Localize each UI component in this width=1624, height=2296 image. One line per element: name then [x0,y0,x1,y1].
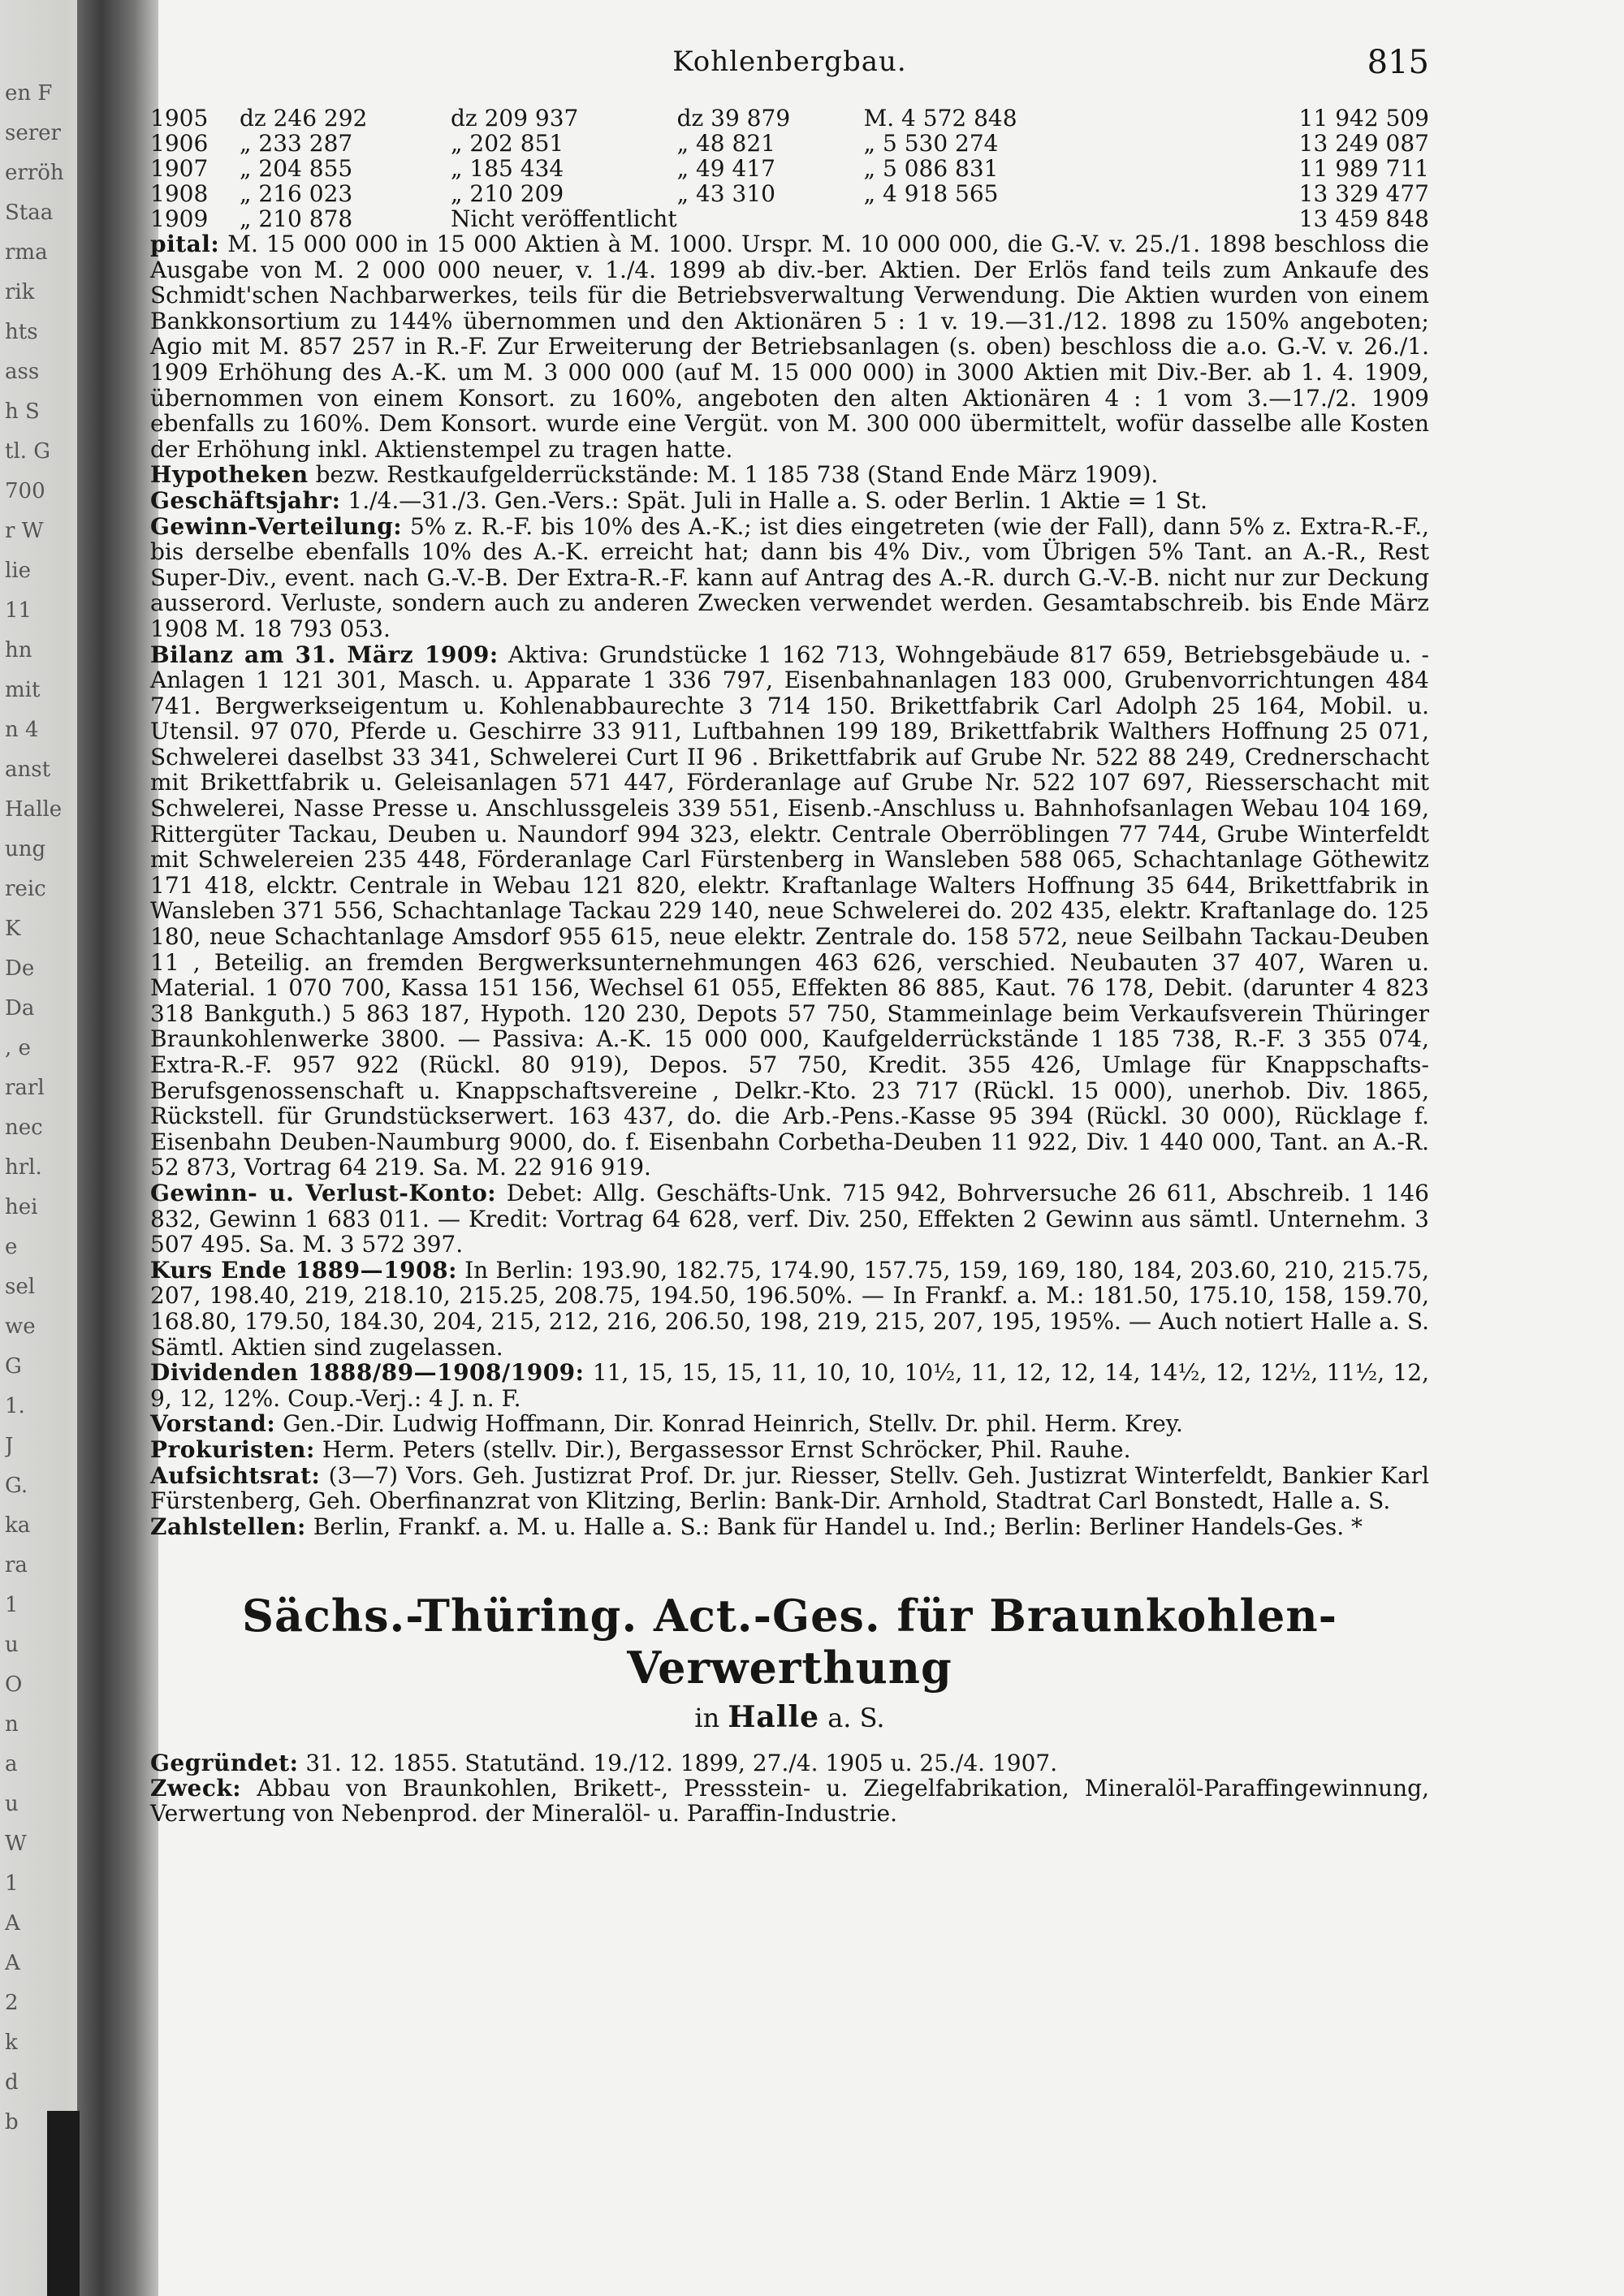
table-cell-c1: dz 246 292 [240,105,368,132]
margin-fragment: erröh [5,161,64,185]
entry-paragraph [150,1514,1429,1540]
entry-paragraph [150,1258,1429,1360]
paragraph-text: In Berlin: 193.90, 182.75, 174.90, 157.75, 159, 169, 180, 184, 203.60, 210, 215.75, 207, 198.40, 219, 218.10, 215.25, 208.75, 194.50, 196.50%. — In Frankf. a. M.: 181.50, 175.10, 158, 159.70, 168.80, 179.50, 184.30, 204, 215, 212, 216, 206.50, 198, 219, 215, 207, 195, 195%. — Auch notiert Halle a. S. Sämtl. Aktien sind zugelassen. [150,1256,1429,1361]
entry-paragraph [150,642,1429,1180]
margin-fragment: tl. G [5,439,51,464]
table-cell-year: 1908 [150,180,209,207]
margin-fragment: u [5,1792,19,1816]
table-cell-c5: 13 459 848 [1298,205,1429,232]
table-cell-c3: dz 39 879 [676,105,791,132]
founded-label: Gegründet: [150,1750,299,1777]
margin-fragment: r W [5,519,44,543]
table-cell-c2: „ 185 434 [451,155,564,182]
paragraph-text: Aktiva: Grundstücke 1 162 713, Wohngebäude 817 659, Betriebsgebäude u. -Anlagen 1 121 301, Masch. u. Apparate 1 336 797, Eisenbahnanlagen 183 000, Grubenvorrichtungen 484 741. Bergwerkseigentum u. Kohlenabbaurechte 3 714 150. Brikettfabrik Carl Adolph 25 164, Mobil. u. Utensil. 97 070, Pferde u. Geschirre 33 911, Luftbahnen 199 189, Brikettfabrik Walthers Hoffnung 25 071, Schwelerei daselbst 33 341, Schwelerei Curt II 96 . Brikettfabrik auf Grube Nr. 522 88 249, Crednerschacht mit Brikettfabrik u. Geleisanlagen 571 447, Förderanlage auf Grube Nr. 522 107 697, Riesserschacht mit Schwelerei, Nasse Presse u. Anschlussgeleis 339 551, Eisenb.-Anschluss u. Bahnhofsanlagen Webau 104 169, Rittergüter Tackau, Deuben u. Naundorf 994 323, elektr. Centrale Oberröblingen 77 744, Grube Winterfeldt mit Schwelereien 235 448, Förderanlage Carl Fürstenberg in Wansleben 588 065, Schachtanlage Göthewitz 171 418, elcktr. Centrale in Webau 121 820, elektr. Kraftanlage Walters Hoffnung 35 644, Brikettfabrik in Wansleben 371 556, Schachtanlage Tackau 229 140, neue Schwelerei do. 202 435, elektr. Kraftanlage do. 125 180, neue Schachtanlage Amsdorf 955 615, neue elektr. Zentrale do. 158 572, neue Seilbahn Tackau-Deuben 11 , Beteilig. an fremden Bergwerksunternehmungen 463 626, verschied. Neubauten 37 407, Waren u. Material. 1 070 700, Kassa 151 156, Wechsel 61 055, Effekten 86 885, Kaut. 76 178, Debit. (darunter 4 823 318 Bankguth.) 5 863 187, Hypoth. 120 230, Depots 57 750, Stammeinlage beim Verkaufsverein Thüringer Braunkohlenwerke 3800. — Passiva: A.-K. 15 000 000, Kaufgelderrückstände 1 185 738, R.-F. 3 355 074, Extra-R.-F. 957 922 (Rückl. 80 919), Depos. 57 750, Kredit. 355 426, Umlage für Knappschafts-Berufsgenossenschaft u. Knappschaftsvereine , Delkr.-Kto. 23 717 (Rückl. 15 000), unerhob. Div. 1865, Rückstell. für Grundstückserwert. 163 437, do. die Arb.-Pens.-Kasse 95 394 (Rückl. 30 000), Rücklage f. Eisenbahn Deuben-Naumburg 9000, do. f. Eisenbahn Corbetha-Deuben 11 922, Div. 1 440 000, Tant. an A.-R. 52 873, Vortrag 64 219. Sa. M. 22 916 919. [150,641,1429,1181]
margin-fragment: 2 [5,1991,19,2015]
table-row [150,131,1429,156]
margin-fragment: De [5,956,35,981]
location-city: Halle [728,1700,820,1735]
margin-fragment: hrl. [5,1155,42,1180]
paragraph-label: Zahlstellen: [150,1513,306,1540]
margin-fragment: 700 [5,479,45,503]
margin-fragment: 1 [5,1871,19,1896]
margin-fragment: sel [5,1275,36,1299]
margin-fragment: en F [5,81,53,106]
table-cell-c5: 11 942 509 [1298,105,1429,132]
founded-text: 31. 12. 1855. Statutänd. 19./12. 1899, 27./4. 1905 u. 25./4. 1907. [305,1750,1058,1777]
running-head [150,41,1429,88]
table-cell-c3: „ 43 310 [676,180,775,207]
entry-paragraph [150,514,1429,642]
margin-fragment: 11 [5,598,32,623]
margin-fragment: d [5,2070,19,2095]
margin-fragment: rarl [5,1076,45,1100]
margin-fragment: hts [5,320,38,344]
margin-fragment: G [5,1354,22,1379]
paragraph-label: Gewinn- u. Verlust-Konto: [150,1179,497,1206]
table-cell-c3: „ 48 821 [676,130,775,157]
margin-fragment: K [5,917,21,941]
margin-fragment: h S [5,399,40,424]
paragraph-label: Vorstand: [150,1410,276,1438]
paragraph-label: pital: [150,231,220,257]
margin-fragment: mit [5,678,41,702]
paragraph-text: M. 15 000 000 in 15 000 Aktien à M. 1000. Urspr. M. 10 000 000, die G.-V. v. 25./1. 1898 beschloss die Ausgabe von M. 2 000 000 neuer, v. 1./4. 1899 ab div.-ber. Aktien. Der Erlös fand teils zum Ankaufe des Schmidt'schen Nachbarwerkes, teils für die Betriebsverwaltung Verwendung. Die Aktien wurden von einem Bankkonsortium zu 144% übernommen und den Aktionären 5 : 1 v. 19.—31./12. 1898 zu 150% angeboten; Agio mit M. 857 257 in R.-F. Zur Erweiterung der Betriebsanlagen (s. oben) beschloss die a.o. G.-V. v. 26./1. 1909 Erhöhung des A.-K. um M. 3 000 000 (auf M. 15 000 000) in 3000 Aktien mit Div.-Ber. ab 1. 4. 1909, übernommen von einem Konsort. zu 160%, angeboten den alten Aktionären 4 : 1 vom 3.—17./2. 1909 ebenfalls zu 160%. Dem Konsort. wurde eine Vergüt. von M. 300 000 übermittelt, wofür dasselbe alle Kosten der Erhöhung inkl. Aktienstempel zu tragen hatte. [150,231,1430,463]
paragraph-label: Kurs Ende 1889—1908: [150,1256,457,1284]
paragraph-text: bezw. Restkaufgelderrückstände: M. 1 185 738 (Stand Ende März 1909). [315,461,1159,489]
margin-fragment: A [5,1951,20,1975]
margin-fragment: lie [5,559,32,583]
paragraph-label: Aufsichtsrat: [150,1461,321,1489]
margin-fragment: Da [5,996,35,1021]
table-cell-c5: 13 329 477 [1298,180,1429,207]
table-cell-c5: 13 249 087 [1298,130,1429,157]
paragraph-text: Gen.-Dir. Ludwig Hoffmann, Dir. Konrad Heinrich, Stellv. Dr. phil. Herm. Krey. [283,1410,1183,1438]
table-cell-c2: Nicht veröffentlicht [451,205,677,232]
margin-fragment: a [5,1752,18,1776]
margin-fragment: ka [5,1513,31,1538]
margin-fragment: serer [5,121,61,145]
table-cell-year: 1906 [150,130,209,157]
table-cell-c2: dz 209 937 [451,105,579,132]
margin-fragment: anst [5,757,51,782]
table-cell-c3 [677,206,864,231]
paragraph-text: 11, 15, 15, 15, 11, 10, 10, 10½, 11, 12, 12, 14, 14½, 12, 12½, 11½, 12, 9, 12, 12%. Coup.-Verj.: 4 J. n. F. [150,1359,1429,1412]
page-number: 815 [1367,44,1429,81]
margin-fragment: J [5,1434,14,1458]
margin-fragment: A [5,1911,20,1936]
table-cell-c1: „ 216 023 [240,180,353,207]
table-cell-c2: „ 202 851 [451,130,564,157]
paragraph-text: 1./4.—31./3. Gen.-Vers.: Spät. Juli in Halle a. S. oder Berlin. 1 Aktie = 1 St. [348,486,1208,514]
table-row [150,206,1429,231]
margin-fragment: hn [5,638,32,662]
entry-paragraph [150,462,1429,488]
margin-fragment: we [5,1314,36,1339]
margin-fragment: n [5,1712,19,1737]
entry-paragraph [150,488,1429,514]
purpose-line [150,1776,1429,1826]
paragraph-label: Prokuristen: [150,1435,315,1463]
running-title: Kohlenbergbau. [672,45,907,78]
margin-fragment: G. [5,1474,28,1498]
table-cell-c4 [864,206,1108,231]
margin-fragment: n 4 [5,718,39,742]
table-cell-year: 1905 [150,105,209,132]
margin-fragment: hei [5,1195,38,1219]
paragraph-label: Hypotheken [150,461,309,489]
margin-fragment: u [5,1633,19,1657]
table-cell-c1: „ 233 287 [240,130,353,157]
margin-fragment: rik [5,280,35,304]
table-row [150,106,1429,131]
entry-paragraph [150,1180,1429,1258]
margin-fragment: ung [5,837,46,861]
margin-fragment: b [5,2110,19,2134]
table-cell-year: 1909 [150,205,209,232]
margin-fragment: 1 [5,1593,19,1617]
margin-fragment: , e [5,1036,31,1060]
location-suffix: a. S. [827,1703,885,1734]
table-cell-c4: M. 4 572 848 [863,105,1017,132]
table-cell-c1: „ 204 855 [240,155,353,182]
table-row [150,156,1429,181]
paragraph-label: Bilanz am 31. März 1909: [150,641,499,668]
entry-paragraph [150,1360,1429,1411]
table-cell-c4: „ 5 086 831 [863,155,999,182]
founded-line [150,1750,1429,1776]
book-edge-shadow [47,2111,80,2296]
margin-fragment: rma [5,240,48,265]
margin-fragment: nec [5,1116,43,1140]
company-heading: Sächs.-Thüring. Act.-Ges. für Braunkohlen-Verwerthung [241,1590,1338,1694]
paragraph-text: 5% z. R.-F. bis 10% des A.-K.; ist dies eingetreten (wie der Fall), dann 5% z. Extra-R.-F., bis derselbe ebenfalls 10% des A.-K. erreicht hat; dann bis 4% Div., vom Übrigen 5% Tant. an A.-R., Rest Super-Div., event. nach G.-V.-B. Der Extra-R.-F. kann auf Antrag des A.-R. durch G.-V.-B. nicht nur zur Deckung ausserord. Verluste, sondern auch zu anderen Zwecken verwendet werden. Gesamtabschreib. bis Ende März 1908 M. 18 793 053. [150,512,1429,642]
purpose-text: Abbau von Braunkohlen, Brikett-, Pressstein- u. Ziegelfabrikation, Mineralöl-Paraffingewinnung, Verwertung von Nebenprod. der Mineralöl- u. Paraffin-Industrie. [150,1775,1429,1828]
production-table [150,106,1429,231]
table-cell-c5: 11 989 711 [1298,155,1429,182]
margin-fragment: 1. [5,1394,25,1418]
table-cell-year: 1907 [150,155,209,182]
paragraph-label: Geschäftsjahr: [150,486,341,514]
table-cell-c4: „ 5 530 274 [863,130,999,157]
company-details [150,1750,1429,1826]
entry-paragraph [150,1411,1429,1437]
purpose-label: Zweck: [150,1775,242,1802]
margin-fragment: reic [5,877,46,901]
table-cell-c3: „ 49 417 [676,155,775,182]
table-cell-c2: „ 210 209 [451,180,564,207]
book-gutter-shadow [77,0,158,2296]
company-location [150,1700,1429,1734]
paragraph-label: Dividenden 1888/89—1908/1909: [150,1359,585,1387]
location-prefix: in [694,1703,720,1734]
table-cell-c4: „ 4 918 565 [863,180,999,207]
margin-fragment: Halle [5,797,63,822]
margin-fragment: k [5,2031,18,2055]
margin-fragment: ass [5,360,40,384]
table-row [150,181,1429,206]
paragraph-text: Herm. Peters (stellv. Dir.), Bergassessor Ernst Schröcker, Phil. Rauhe. [322,1435,1131,1463]
margin-fragment: e [5,1235,18,1259]
entry-paragraph [150,1437,1429,1463]
company-entry-text [150,231,1429,1539]
paragraph-text: Debet: Allg. Geschäfts-Unk. 715 942, Bohrversuche 26 611, Abschreib. 1 146 832, Gewinn 1 683 011. — Kredit: Vortrag 64 628, verf. Div. 250, Effekten 2 Gewinn aus sämtl. Unternehm. 3 507 495. Sa. M. 3 572 397. [150,1179,1429,1258]
entry-paragraph [150,1463,1429,1514]
margin-fragment: ra [5,1553,28,1577]
paragraph-text: (3—7) Vors. Geh. Justizrat Prof. Dr. jur. Riesser, Stellv. Geh. Justizrat Winterfeldt, Bankier Karl Fürstenberg, Geh. Oberfinanzrat von Klitzing, Berlin: Bank-Dir. Arnhold, Stadtrat Carl Bonstedt, Halle a. S. [150,1461,1429,1515]
entry-paragraph [150,231,1429,462]
table-cell-c1: „ 210 878 [240,205,353,232]
page [150,41,1429,1826]
margin-fragment: O [5,1672,23,1697]
paragraph-label: Gewinn-Verteilung: [150,512,403,540]
margin-fragment: W [5,1832,27,1856]
paragraph-text: Berlin, Frankf. a. M. u. Halle a. S.: Bank für Handel u. Ind.; Berlin: Berliner Handels-Ges. * [313,1513,1363,1540]
margin-fragment: Staa [5,201,54,225]
